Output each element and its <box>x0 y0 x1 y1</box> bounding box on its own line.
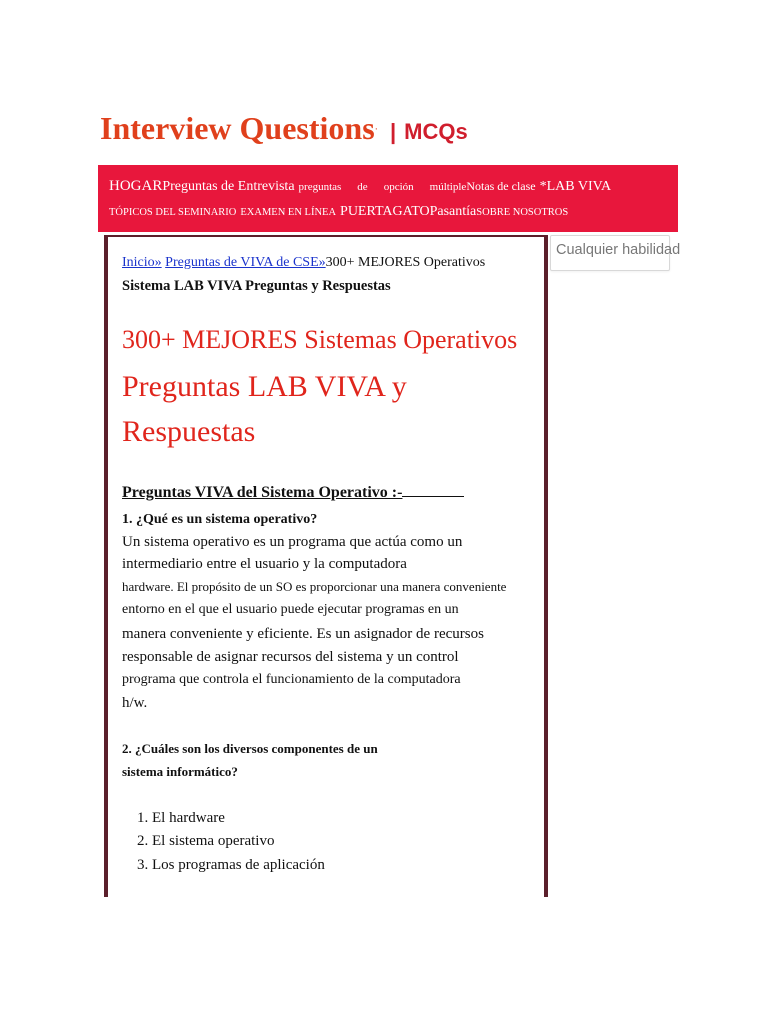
section-title-underline <box>402 482 464 497</box>
nav-item-pasantia[interactable]: Pasantía <box>429 204 477 219</box>
list-item: 3. Los programas de aplicación <box>137 857 325 873</box>
article-title-line1: 300+ MEJORES Sistemas Operativos <box>122 325 518 354</box>
answer-1-line: entorno en el que el usuario puede ejecutar programas en un <box>122 602 459 617</box>
logo-mcqs: MCQs <box>404 119 468 144</box>
question-2-title-cont: sistema informático? <box>122 764 238 779</box>
breadcrumb-current-line2: Sistema LAB VIVA Preguntas y Respuestas <box>122 278 391 294</box>
article-title-line3: Respuestas <box>122 415 256 448</box>
answer-1-line: intermediario entre el usuario y la computadora <box>122 556 407 572</box>
answer-1-line: h/w. <box>122 695 148 711</box>
nav-item-examen-linea[interactable]: EXAMEN EN LÍNEA <box>240 207 337 218</box>
answer-1-line: Un sistema operativo es un programa que actúa como un <box>122 534 463 550</box>
section-title-text: Preguntas VIVA del Sistema Operativo :- <box>122 484 403 501</box>
section-title <box>122 482 464 502</box>
main-navigation <box>98 165 678 232</box>
list-item: 1. El hardware <box>137 810 225 826</box>
nav-item-lab-viva[interactable]: *LAB VIVA <box>539 179 612 194</box>
logo-dot: · <box>374 124 378 136</box>
article-title-line2: Preguntas LAB VIVA y <box>122 370 407 403</box>
logo-separator: | <box>390 119 397 144</box>
question-1-title: 1. ¿Qué es un sistema operativo? <box>122 512 318 527</box>
question-2-title: 2. ¿Cuáles son los diversos componentes de un <box>122 741 378 756</box>
nav-item-de[interactable]: de <box>357 181 368 193</box>
logo-title: Interview Questions <box>100 110 375 146</box>
breadcrumb-current: 300+ MEJORES Operativos <box>325 255 486 270</box>
breadcrumb <box>122 255 485 271</box>
answer-1-line: hardware. El propósito de un SO es proporcionar una manera conveniente <box>122 579 507 594</box>
nav-item-preguntas[interactable]: preguntas <box>298 181 342 193</box>
nav-row-2 <box>109 202 568 220</box>
site-logo[interactable] <box>100 110 468 147</box>
search-placeholder: Cualquier habilidad <box>556 242 681 258</box>
nav-item-opcion[interactable]: opción <box>383 181 414 193</box>
breadcrumb-home-link[interactable]: Inicio» <box>122 255 162 270</box>
nav-item-puerta[interactable]: PUERTA <box>340 204 393 219</box>
answer-1-line: programa que controla el funcionamiento de la computadora <box>122 672 461 687</box>
nav-item-preguntas-entrevista[interactable]: Preguntas de Entrevista <box>162 179 295 194</box>
nav-item-notas-clase[interactable]: Notas de clase <box>466 179 536 193</box>
nav-item-gato[interactable]: GATO <box>392 204 430 219</box>
answer-1-line: responsable de asignar recursos del sistema y un control <box>122 649 459 665</box>
nav-item-topicos-seminario[interactable]: TÓPICOS DEL SEMINARIO <box>109 207 237 218</box>
nav-row-1 <box>109 177 611 195</box>
list-item: 2. El sistema operativo <box>137 833 275 849</box>
nav-item-multiple[interactable]: múltiple <box>429 181 467 193</box>
nav-item-hogar[interactable]: HOGAR <box>109 178 163 194</box>
nav-item-sobre-nosotros[interactable]: SOBRE NOSOTROS <box>476 207 569 218</box>
answer-1-line: manera conveniente y eficiente. Es un asignador de recursos <box>122 626 484 642</box>
search-input[interactable] <box>550 235 681 271</box>
breadcrumb-section-link[interactable]: Preguntas de VIVA de CSE» <box>165 255 326 270</box>
